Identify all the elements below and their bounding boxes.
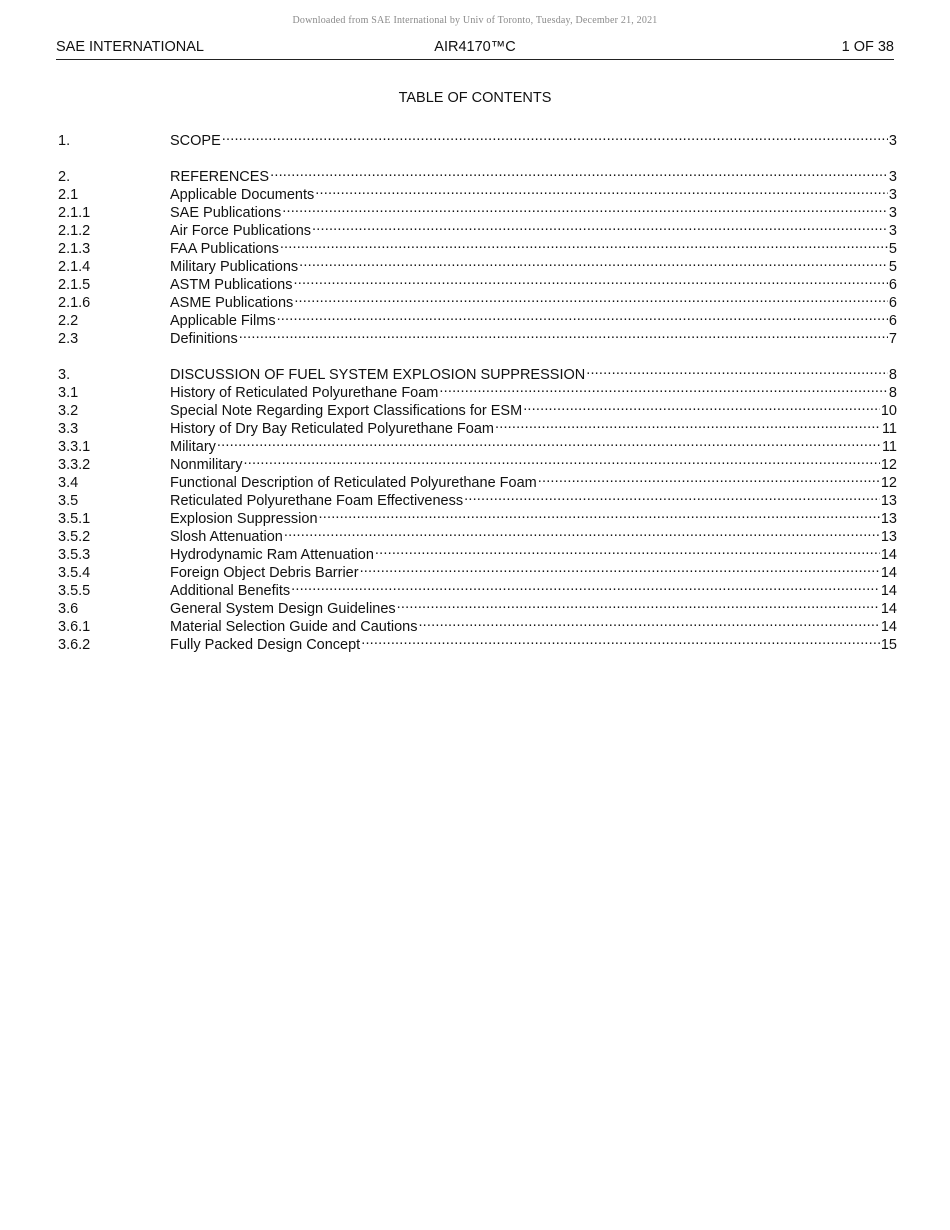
toc-entry-number: 2.	[58, 169, 71, 185]
toc-entry-page: 8	[888, 385, 897, 401]
toc-dot-leader	[359, 559, 880, 577]
toc-entry-title: SCOPE	[170, 133, 221, 149]
toc-dot-leader	[417, 613, 879, 631]
toc-dot-leader	[438, 379, 888, 397]
toc-entry-title: General System Design Guidelines	[170, 601, 396, 617]
toc-entry-number: 2.1.5	[58, 277, 91, 293]
toc-entry[interactable]	[58, 163, 897, 185]
toc-entry-number: 2.1.6	[58, 295, 91, 311]
toc-entry-title: Functional Description of Reticulated Polyurethane Foam	[170, 475, 537, 491]
toc-entry-number: 3.	[58, 367, 71, 383]
toc-dot-leader	[243, 451, 880, 469]
toc-entry-number: 3.3.1	[58, 439, 91, 455]
toc-entry-page: 3	[888, 223, 897, 239]
toc-entry-number: 3.3.2	[58, 457, 91, 473]
toc-entry-page: 3	[888, 133, 897, 149]
toc-entry-title: Applicable Documents	[170, 187, 315, 203]
toc-title: TABLE OF CONTENTS	[398, 90, 552, 106]
toc-dot-leader	[374, 541, 880, 559]
toc-entry-number: 3.5	[58, 493, 79, 509]
toc-dot-leader	[238, 325, 888, 343]
download-watermark: Downloaded from SAE International by Univ of Toronto, Tuesday, December 21, 2021	[292, 15, 658, 26]
toc-entry-page: 10	[880, 403, 897, 419]
toc-entry-page: 15	[880, 637, 897, 653]
toc-entry-number: 3.5.4	[58, 565, 91, 581]
toc-dot-leader	[360, 631, 880, 649]
toc-entry-title: Material Selection Guide and Cautions	[170, 619, 418, 635]
toc-entry-number: 2.1.3	[58, 241, 91, 257]
toc-entry-page: 3	[888, 205, 897, 221]
toc-entry-page: 5	[888, 241, 897, 257]
toc-dot-leader	[396, 595, 880, 613]
toc-dot-leader	[537, 469, 880, 487]
toc-dot-leader	[290, 577, 880, 595]
toc-entry-title: Explosion Suppression	[170, 511, 318, 527]
toc-entry-page: 11	[881, 439, 897, 455]
toc-entry-page: 14	[880, 547, 897, 563]
toc-entry-page: 13	[880, 493, 897, 509]
toc-entry-number: 1.	[58, 133, 71, 149]
toc-entry-page: 7	[888, 331, 897, 347]
toc-entry-number: 2.1.4	[58, 259, 91, 275]
toc-entry-number: 3.6.2	[58, 637, 91, 653]
toc-entry-page: 13	[880, 511, 897, 527]
toc-dot-leader	[221, 127, 888, 145]
toc-entry-title: History of Reticulated Polyurethane Foam	[170, 385, 439, 401]
toc-dot-leader	[293, 289, 888, 307]
toc-dot-leader	[283, 523, 880, 541]
toc-entry-number: 3.5.5	[58, 583, 91, 599]
toc-entry-page: 3	[888, 169, 897, 185]
toc-entry-number: 3.3	[58, 421, 79, 437]
toc-entry-number: 3.6	[58, 601, 79, 617]
toc-entry[interactable]	[58, 127, 897, 149]
toc-section	[58, 361, 897, 653]
toc-entry-number: 3.4	[58, 475, 79, 491]
publisher-name: SAE INTERNATIONAL	[56, 39, 204, 55]
toc-dot-leader	[311, 217, 888, 235]
toc-entry-number: 2.1.1	[58, 205, 91, 221]
toc-dot-leader	[279, 235, 888, 253]
toc-entry[interactable]	[58, 361, 897, 383]
toc-dot-leader	[281, 199, 888, 217]
toc-entry-title: Hydrodynamic Ram Attenuation	[170, 547, 374, 563]
toc-entry-title: Military Publications	[170, 259, 299, 275]
toc-entry-number: 3.5.1	[58, 511, 91, 527]
toc-entry-page: 14	[880, 601, 897, 617]
toc-entry-title: Applicable Films	[170, 313, 276, 329]
toc-entry-page: 11	[881, 421, 897, 437]
toc-entry-page: 13	[880, 529, 897, 545]
toc-section	[58, 127, 897, 149]
toc-entry-page: 6	[888, 295, 897, 311]
toc-dot-leader	[293, 271, 888, 289]
toc-entry-title: Nonmilitary	[170, 457, 243, 473]
toc-entry-title: Military	[170, 439, 216, 455]
page-indicator: 1 OF 38	[841, 39, 894, 55]
toc-entry-title: Foreign Object Debris Barrier	[170, 565, 359, 581]
toc-entry-page: 6	[888, 277, 897, 293]
toc-dot-leader	[585, 361, 888, 379]
toc-entry-title: Special Note Regarding Export Classifications for ESM	[170, 403, 523, 419]
toc-section	[58, 163, 897, 347]
toc-entry-number: 2.3	[58, 331, 79, 347]
toc-entry-number: 3.1	[58, 385, 79, 401]
toc-entry-title: Slosh Attenuation	[170, 529, 283, 545]
table-of-contents	[58, 127, 897, 667]
toc-entry-title: Fully Packed Design Concept	[170, 637, 361, 653]
toc-entry-title: History of Dry Bay Reticulated Polyurethane Foam	[170, 421, 494, 437]
toc-entry-number: 3.5.2	[58, 529, 91, 545]
toc-entry-page: 14	[880, 565, 897, 581]
toc-dot-leader	[318, 505, 880, 523]
toc-entry-page: 5	[888, 259, 897, 275]
toc-entry-number: 2.1.2	[58, 223, 91, 239]
document-number: AIR4170™C	[434, 39, 516, 55]
toc-entry-page: 14	[880, 583, 897, 599]
toc-entry-number: 3.2	[58, 403, 79, 419]
page-header	[56, 39, 894, 60]
toc-entry-title: ASME Publications	[170, 295, 294, 311]
toc-entry-page: 8	[888, 367, 897, 383]
toc-dot-leader	[298, 253, 888, 271]
toc-dot-leader	[269, 163, 888, 181]
toc-dot-leader	[276, 307, 888, 325]
toc-dot-leader	[522, 397, 880, 415]
toc-entry-number: 3.5.3	[58, 547, 91, 563]
toc-entry-number: 2.2	[58, 313, 79, 329]
toc-entry-page: 3	[888, 187, 897, 203]
toc-entry-title: Definitions	[170, 331, 238, 347]
toc-entry-title: SAE Publications	[170, 205, 282, 221]
toc-entry-page: 12	[880, 475, 897, 491]
toc-entry-title: Additional Benefits	[170, 583, 291, 599]
toc-dot-leader	[463, 487, 880, 505]
toc-entry-number: 3.6.1	[58, 619, 91, 635]
toc-entry-page: 14	[880, 619, 897, 635]
toc-dot-leader	[494, 415, 881, 433]
toc-dot-leader	[314, 181, 888, 199]
toc-entry-title: REFERENCES	[170, 169, 270, 185]
toc-entry-title: Reticulated Polyurethane Foam Effectiveness	[170, 493, 464, 509]
toc-entry-title: ASTM Publications	[170, 277, 293, 293]
toc-dot-leader	[216, 433, 881, 451]
toc-entry-page: 12	[880, 457, 897, 473]
toc-entry-title: DISCUSSION OF FUEL SYSTEM EXPLOSION SUPPRESSION	[170, 367, 586, 383]
toc-entry-page: 6	[888, 313, 897, 329]
toc-entry-number: 2.1	[58, 187, 79, 203]
toc-entry-title: Air Force Publications	[170, 223, 312, 239]
toc-entry-title: FAA Publications	[170, 241, 279, 257]
